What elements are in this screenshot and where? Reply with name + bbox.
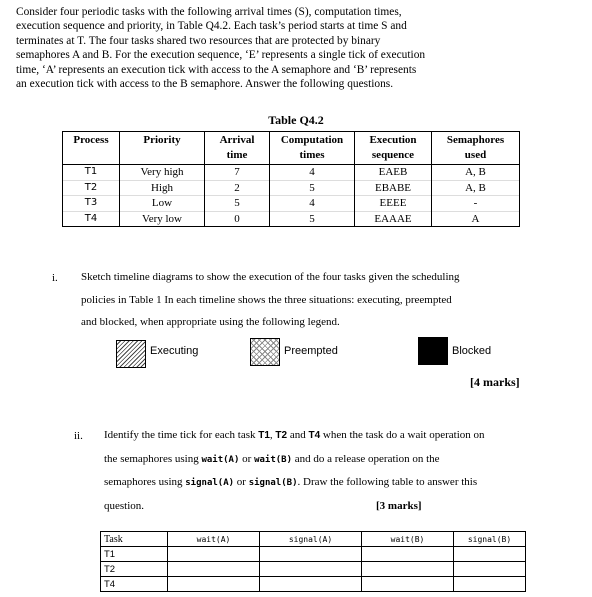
cell-computation: 5: [270, 180, 355, 196]
header-execution-line1: Execution: [369, 134, 417, 146]
header-arrival: [205, 132, 270, 165]
header-computation-line1: Computation: [280, 134, 344, 146]
answer-cell: [168, 577, 260, 592]
cell-computation: 5: [270, 211, 355, 227]
cell-priority: Very low: [120, 211, 205, 227]
preempted-swatch: [250, 338, 280, 366]
header-computation-line2: times: [299, 149, 325, 161]
text: and: [287, 429, 309, 441]
cell-computation: 4: [270, 196, 355, 212]
cell-arrival: 5: [205, 196, 270, 212]
cell-semaphores: A, B: [432, 180, 520, 196]
answer-cell: [454, 577, 526, 592]
header-execution: [355, 132, 432, 165]
table-row: [63, 165, 520, 181]
task-table-header: [63, 132, 520, 165]
answer-table: [100, 531, 526, 592]
question-line: Sketch timeline diagrams to show the execution of the four tasks given the scheduling: [81, 271, 460, 283]
intro-line: semaphores A and B. For the execution sequence, ‘E’ represents a single tick of execution: [16, 49, 426, 62]
intro-line: an execution tick with access to the B semaphore. Answer the following questions.: [16, 78, 394, 91]
legend-blocked-label: Blocked: [452, 345, 492, 357]
question-text: [104, 424, 530, 517]
intro-paragraph: [16, 5, 576, 91]
answer-cell: [362, 562, 454, 577]
text: Identify the time tick for each task: [104, 429, 259, 441]
intro-line: terminates at T. The four tasks shared two resources that are protected by binary: [16, 34, 381, 47]
header-signal-a: signal(A): [260, 532, 362, 547]
answer-row: [101, 547, 526, 562]
blocked-swatch: [418, 337, 448, 365]
answer-row: [101, 562, 526, 577]
header-task: Task: [101, 532, 168, 547]
question-line: [104, 424, 530, 448]
answer-cell: [260, 562, 362, 577]
cell-arrival: 2: [205, 180, 270, 196]
question-line: [104, 495, 530, 518]
code-ref: wait(B): [254, 454, 292, 465]
cell-semaphores: A: [432, 211, 520, 227]
question-marks: [3 marks]: [376, 499, 422, 512]
answer-cell: [168, 547, 260, 562]
answer-task: T1: [101, 547, 168, 562]
question-number: i.: [52, 272, 58, 284]
intro-line: time, ‘A’ represents an execution tick with access to the A semaphore and ‘B’ represents: [16, 63, 417, 76]
cell-semaphores: A, B: [432, 165, 520, 181]
header-computation: [270, 132, 355, 165]
table-row: [63, 196, 520, 212]
question-line: [104, 471, 530, 495]
text: and do a release operation on the: [292, 452, 440, 465]
text: question.: [104, 499, 145, 512]
cell-sequence: EAAAE: [355, 211, 432, 227]
intro-line: Consider four periodic tasks with the following arrival times (S), computation times,: [16, 6, 402, 18]
text: . Draw the following table to answer this: [297, 476, 478, 488]
header-semaphores-line1: Semaphores: [446, 134, 505, 146]
cell-priority: Very high: [120, 165, 205, 181]
cell-sequence: EBABE: [355, 180, 432, 196]
answer-table-header: [101, 532, 526, 547]
answer-row: [101, 577, 526, 592]
text: when the task do a wait operation on: [320, 429, 485, 441]
answer-cell: [362, 547, 454, 562]
cell-process: T2: [63, 180, 120, 196]
text: the semaphores using: [104, 452, 202, 465]
answer-cell: [260, 577, 362, 592]
cell-arrival: 0: [205, 211, 270, 227]
cell-semaphores: -: [432, 196, 520, 212]
table-row: [63, 211, 520, 227]
text: ,: [269, 429, 276, 441]
answer-cell: [260, 547, 362, 562]
text: or: [234, 476, 249, 488]
header-process-label: Process: [73, 134, 109, 146]
cell-process: T4: [63, 211, 120, 227]
text: or: [239, 452, 255, 465]
question-line: and blocked, when appropriate using the following legend.: [81, 316, 340, 328]
table-row: [63, 180, 520, 196]
cell-computation: 4: [270, 165, 355, 181]
cell-sequence: EAEB: [355, 165, 432, 181]
header-arrival-line2: time: [226, 149, 248, 161]
cell-sequence: EEEE: [355, 196, 432, 212]
question-line: policies in Table 1 In each timeline shows the three situations: executing, preempted: [81, 293, 452, 306]
task-ref: T4: [308, 430, 321, 441]
header-priority: [120, 132, 205, 165]
header-arrival-line1: Arrival: [219, 134, 255, 146]
task-ref: T2: [275, 430, 288, 441]
cell-process: T1: [63, 165, 120, 181]
text: semaphores using: [104, 476, 186, 488]
question-marks: [4 marks]: [470, 375, 520, 389]
header-wait-a: wait(A): [168, 532, 260, 547]
task-ref: T1: [258, 430, 270, 441]
intro-line: execution sequence and priority, in Table Q4.2. Each task’s period starts at time S and: [16, 20, 407, 33]
header-priority-label: Priority: [143, 134, 181, 146]
header-signal-b: signal(B): [454, 532, 526, 547]
legend-preempted-label: Preempted: [284, 345, 338, 357]
code-ref: wait(A): [201, 454, 240, 465]
table-caption: Table Q4.2: [268, 113, 324, 127]
task-table: [62, 131, 520, 227]
code-ref: signal(B): [248, 478, 298, 488]
question-text: [81, 266, 531, 334]
answer-cell: [454, 547, 526, 562]
cell-priority: High: [120, 180, 205, 196]
question-number: ii.: [74, 430, 83, 442]
header-process: [63, 132, 120, 165]
answer-task: T2: [101, 562, 168, 577]
legend-executing-label: Executing: [150, 345, 199, 357]
executing-swatch: [116, 340, 146, 368]
header-wait-b: wait(B): [362, 532, 454, 547]
cell-process: T3: [63, 196, 120, 212]
header-semaphores: [432, 132, 520, 165]
cell-priority: Low: [120, 196, 205, 212]
answer-cell: [362, 577, 454, 592]
question-line: [104, 448, 530, 472]
header-execution-line2: sequence: [371, 149, 415, 161]
code-ref: signal(A): [185, 478, 235, 488]
answer-task: T4: [101, 577, 168, 592]
header-semaphores-line2: used: [464, 149, 487, 161]
cell-arrival: 7: [205, 165, 270, 181]
answer-cell: [454, 562, 526, 577]
answer-cell: [168, 562, 260, 577]
